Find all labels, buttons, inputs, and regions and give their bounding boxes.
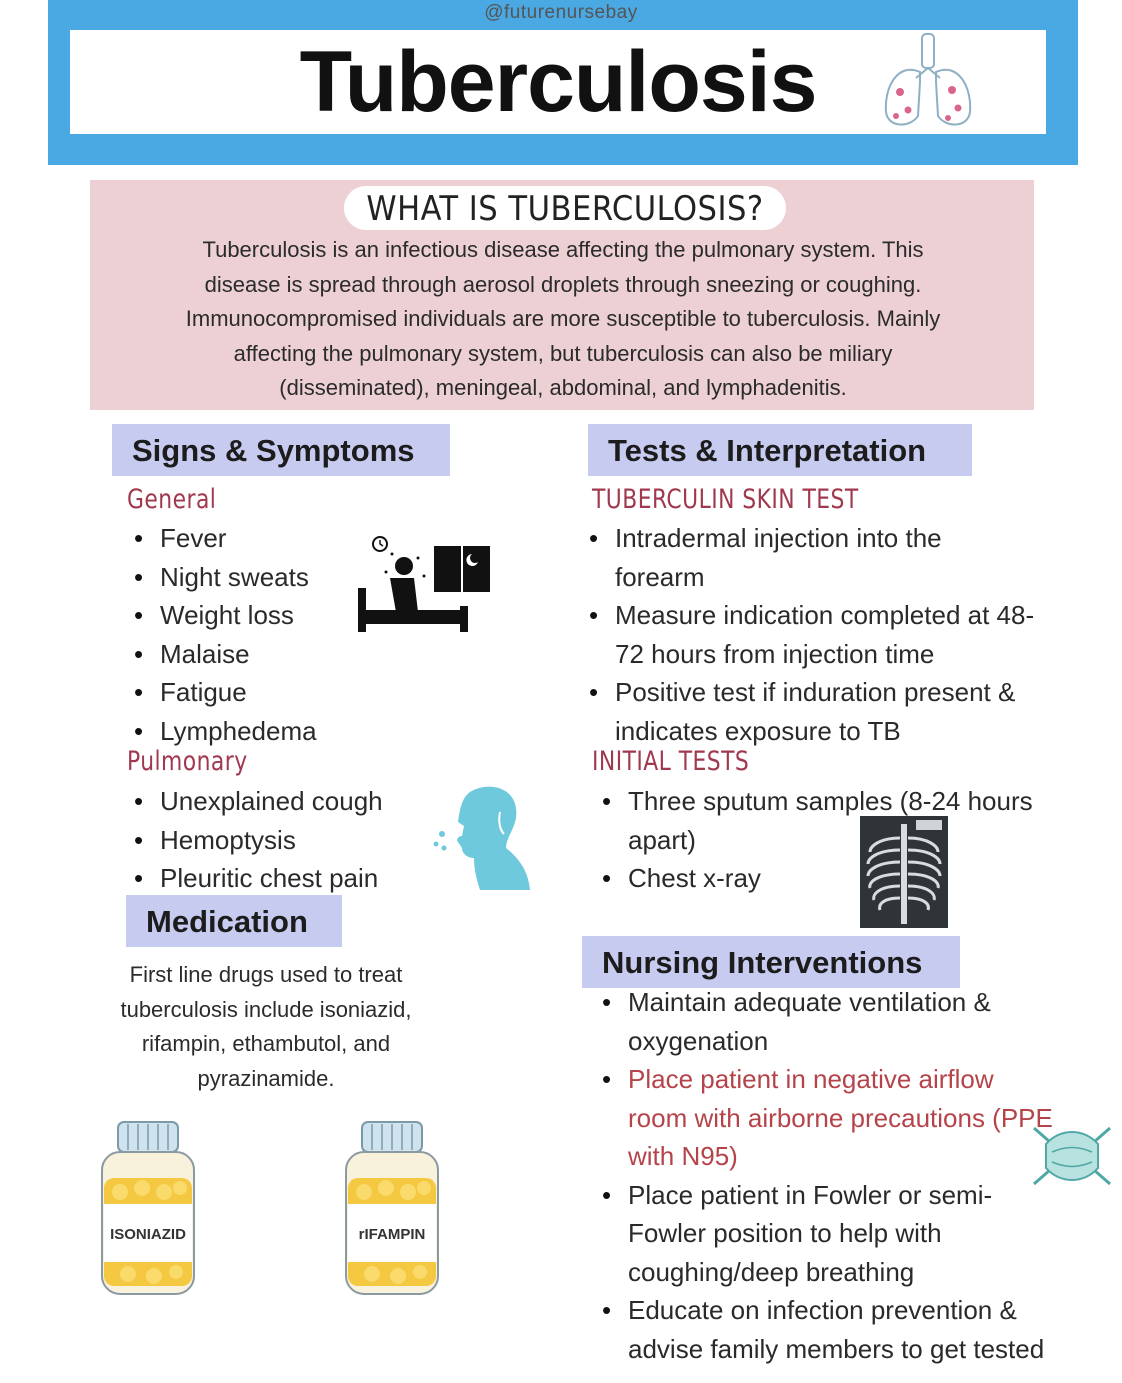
list-item: • Weight loss xyxy=(130,596,390,635)
general-list xyxy=(130,519,390,750)
list-item: • Malaise xyxy=(130,635,390,674)
tests-heading: Tests & Interpretation xyxy=(588,424,972,476)
list-item: • Place patient in negative airflow room with airborne precautions (PPE with N95) xyxy=(598,1060,1118,1176)
tst-subheading: TUBERCULIN SKIN TEST xyxy=(592,484,859,515)
list-item: • Night sweats xyxy=(130,558,390,597)
bottle-label-rifampin: rIFAMPIN xyxy=(358,1226,426,1243)
medication-line: rifampin, ethambutol, and xyxy=(141,1031,391,1056)
initial-tests-subheading: INITIAL TESTS xyxy=(592,746,750,777)
bottle-label-isoniazid: ISONIAZID xyxy=(110,1226,186,1243)
list-item: • Three sputum samples (8-24 hours apart) xyxy=(598,782,1098,859)
general-subheading: General xyxy=(127,484,217,515)
coughing-person-icon xyxy=(430,782,532,892)
intro-line: Immunocompromised individuals are more susceptible to tuberculosis. Mainly xyxy=(185,306,941,331)
intro-line: (disseminated), meningeal, abdominal, and lymphadenitis. xyxy=(279,375,847,400)
lungs-icon xyxy=(880,32,976,132)
list-item: • Chest x-ray xyxy=(598,859,1098,898)
intro-heading: WHAT IS TUBERCULOSIS? xyxy=(344,186,786,230)
intro-line: affecting the pulmonary system, but tuberculosis can also be miliary xyxy=(233,340,893,366)
list-item: • Educate on infection prevention & advise family members to get tested xyxy=(598,1291,1118,1368)
nursing-heading: Nursing Interventions xyxy=(582,936,960,988)
initial-tests-list xyxy=(598,782,1098,898)
medication-text xyxy=(88,958,444,1096)
medication-heading: Medication xyxy=(126,895,342,947)
list-item: • Intradermal injection into the forearm xyxy=(585,519,1105,596)
list-item: • Unexplained cough xyxy=(130,782,430,821)
author-handle: @futurenursebay xyxy=(484,2,638,23)
page-title: Tuberculosis xyxy=(299,34,817,130)
intro-line: disease is spread through aerosol droplets through sneezing or coughing. xyxy=(204,271,922,297)
n95-mask-icon xyxy=(1030,1122,1114,1190)
night-sweats-icon xyxy=(356,532,494,634)
list-item: • Maintain adequate ventilation & oxygenation xyxy=(598,983,1118,1060)
signs-heading: Signs & Symptoms xyxy=(112,424,450,476)
list-item: • Lymphedema xyxy=(130,712,390,751)
list-item: • Positive test if induration present & indicates exposure to TB xyxy=(585,673,1105,750)
list-item: • Fatigue xyxy=(130,673,390,712)
list-item: • Hemoptysis xyxy=(130,821,430,860)
tst-list xyxy=(585,519,1105,750)
list-item: • Measure indication completed at 48- 72 hours from injection time xyxy=(585,596,1105,673)
list-item: • Place patient in Fowler or semi- Fowler position to help with coughing/deep breathing xyxy=(598,1176,1118,1292)
pill-bottle-icon xyxy=(342,1118,442,1298)
pulmonary-subheading: Pulmonary xyxy=(127,746,248,777)
medication-line: First line drugs used to treat xyxy=(129,962,403,987)
pulmonary-list xyxy=(130,782,430,898)
chest-xray-icon xyxy=(860,816,948,928)
medication-line: tuberculosis include isoniazid, xyxy=(120,996,412,1022)
pill-bottle-icon xyxy=(98,1118,198,1298)
intro-text xyxy=(100,233,1026,406)
list-item: • Fever xyxy=(130,519,390,558)
list-item: • Pleuritic chest pain xyxy=(130,859,430,898)
intro-line: Tuberculosis is an infectious disease affecting the pulmonary system. This xyxy=(202,237,924,262)
medication-line: pyrazinamide. xyxy=(197,1065,335,1091)
